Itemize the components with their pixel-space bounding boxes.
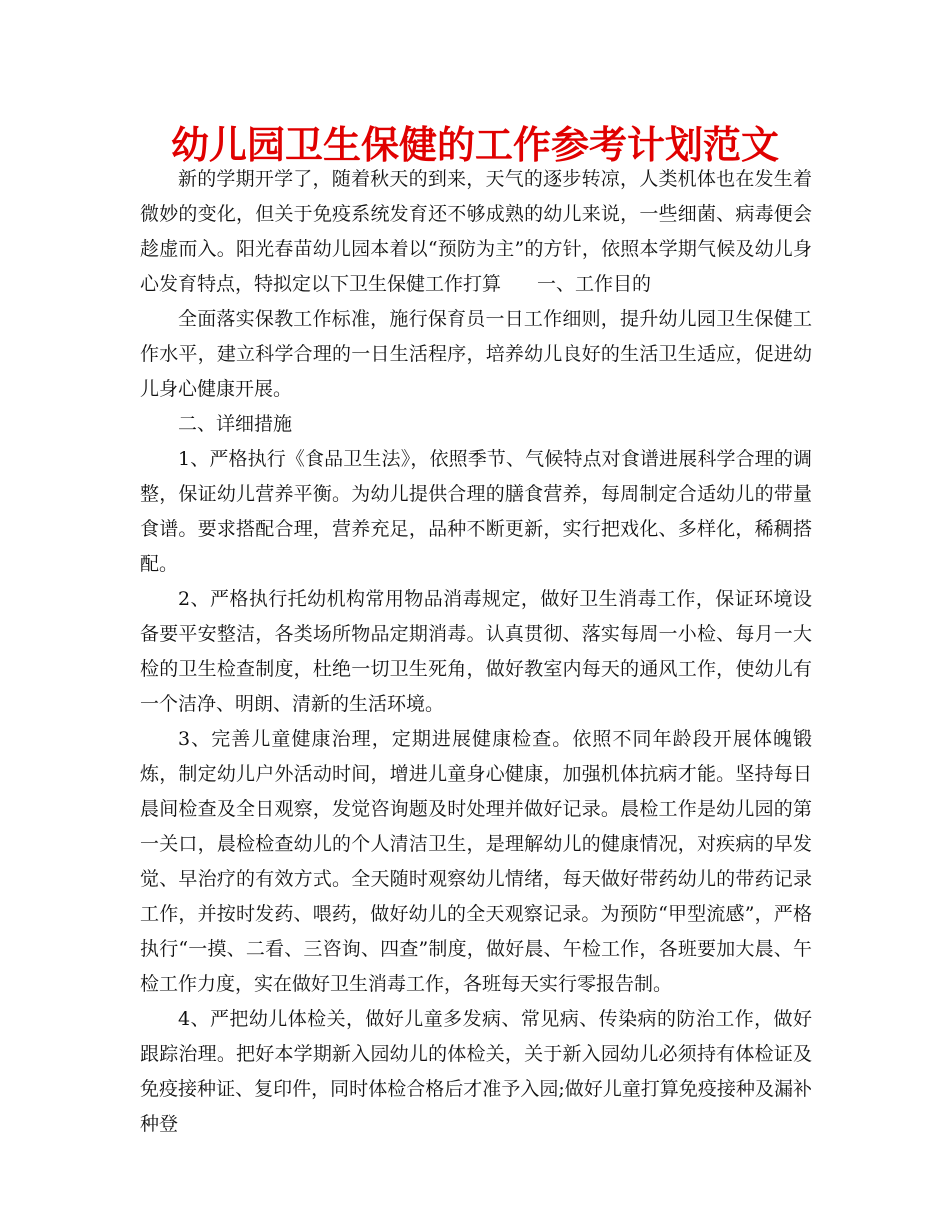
document-title: 幼儿园卫生保健的工作参考计划范文 bbox=[170, 123, 779, 167]
measure-item-3: 3、完善儿童健康治理，定期进展健康检查。依照不同年龄段开展体魄锻炼，制定幼儿户外活动时间，增进儿童身心健康，加强机体抗病才能。坚持每日晨间检查及全日观察，发觉咨询题及时处理并做好记录。晨检工作是幼儿园的第一关口，晨检检查幼儿的个人清洁卫生，是理解幼儿的健康情况，对疾病的早发觉、早治疗的有效方式。全天随时观察幼儿情绪，每天做好带药幼儿的带药记录工作，并按时发药、喂药，做好幼儿的全天观察记录。为预防“甲型流感”，严格执行“一摸、二看、三咨询、四查”制度，做好晨、午检工作，各班要加大晨、午检工作力度，实在做好卫生消毒工作，各班每天实行零报告制。 bbox=[140, 728, 812, 995]
section-heading-measures: 二、详细措施 bbox=[178, 413, 293, 435]
measure-item-2: 2、严格执行托幼机构常用物品消毒规定，做好卫生消毒工作，保证环境设备要平安整洁，各类场所物品定期消毒。认真贯彻、落实每周一小检、每月一大检的卫生检查制度，杜绝一切卫生死角，做好教室内每天的通风工作，使幼儿有一个洁净、明朗、清新的生活环境。 bbox=[140, 588, 812, 715]
document-body bbox=[140, 162, 812, 1142]
intro-paragraph bbox=[140, 162, 812, 302]
section-heading-goals: 一、工作目的 bbox=[537, 273, 652, 295]
measure-item-1: 1、严格执行《食品卫生法》，依照季节、气候特点对食谱进展科学合理的调整，保证幼儿营养平衡。为幼儿提供合理的膳食营养，每周制定合适幼儿的带量食谱。要求搭配合理，营养充足，品种不断更新，实行把戏化、多样化，稀稠搭配。 bbox=[140, 448, 812, 575]
goals-paragraph: 全面落实保教工作标准，施行保育员一日工作细则，提升幼儿园卫生保健工作水平，建立科学合理的一日生活程序，培养幼儿良好的生活卫生适应，促进幼儿身心健康开展。 bbox=[140, 308, 812, 400]
measure-item-4: 4、严把幼儿体检关，做好儿童多发病、常见病、传染病的防治工作，做好跟踪治理。把好本学期新入园幼儿的体检关，关于新入园幼儿必须持有体检证及免疫接种证、复印件，同时体检合格后才准予入园;做好儿童打算免疫接种及漏补种登 bbox=[140, 1008, 812, 1135]
intro-text: 新的学期开学了，随着秋天的到来，天气的逐步转凉，人类机体也在发生着微妙的变化，但关于免疫系统发育还不够成熟的幼儿来说，一些细菌、病毒便会趁虚而入。阳光春苗幼儿园本着以“预防为主”的方针，依照本学期气候及幼儿身心发育特点，特拟定以下卫生保健工作打算 bbox=[140, 168, 812, 295]
